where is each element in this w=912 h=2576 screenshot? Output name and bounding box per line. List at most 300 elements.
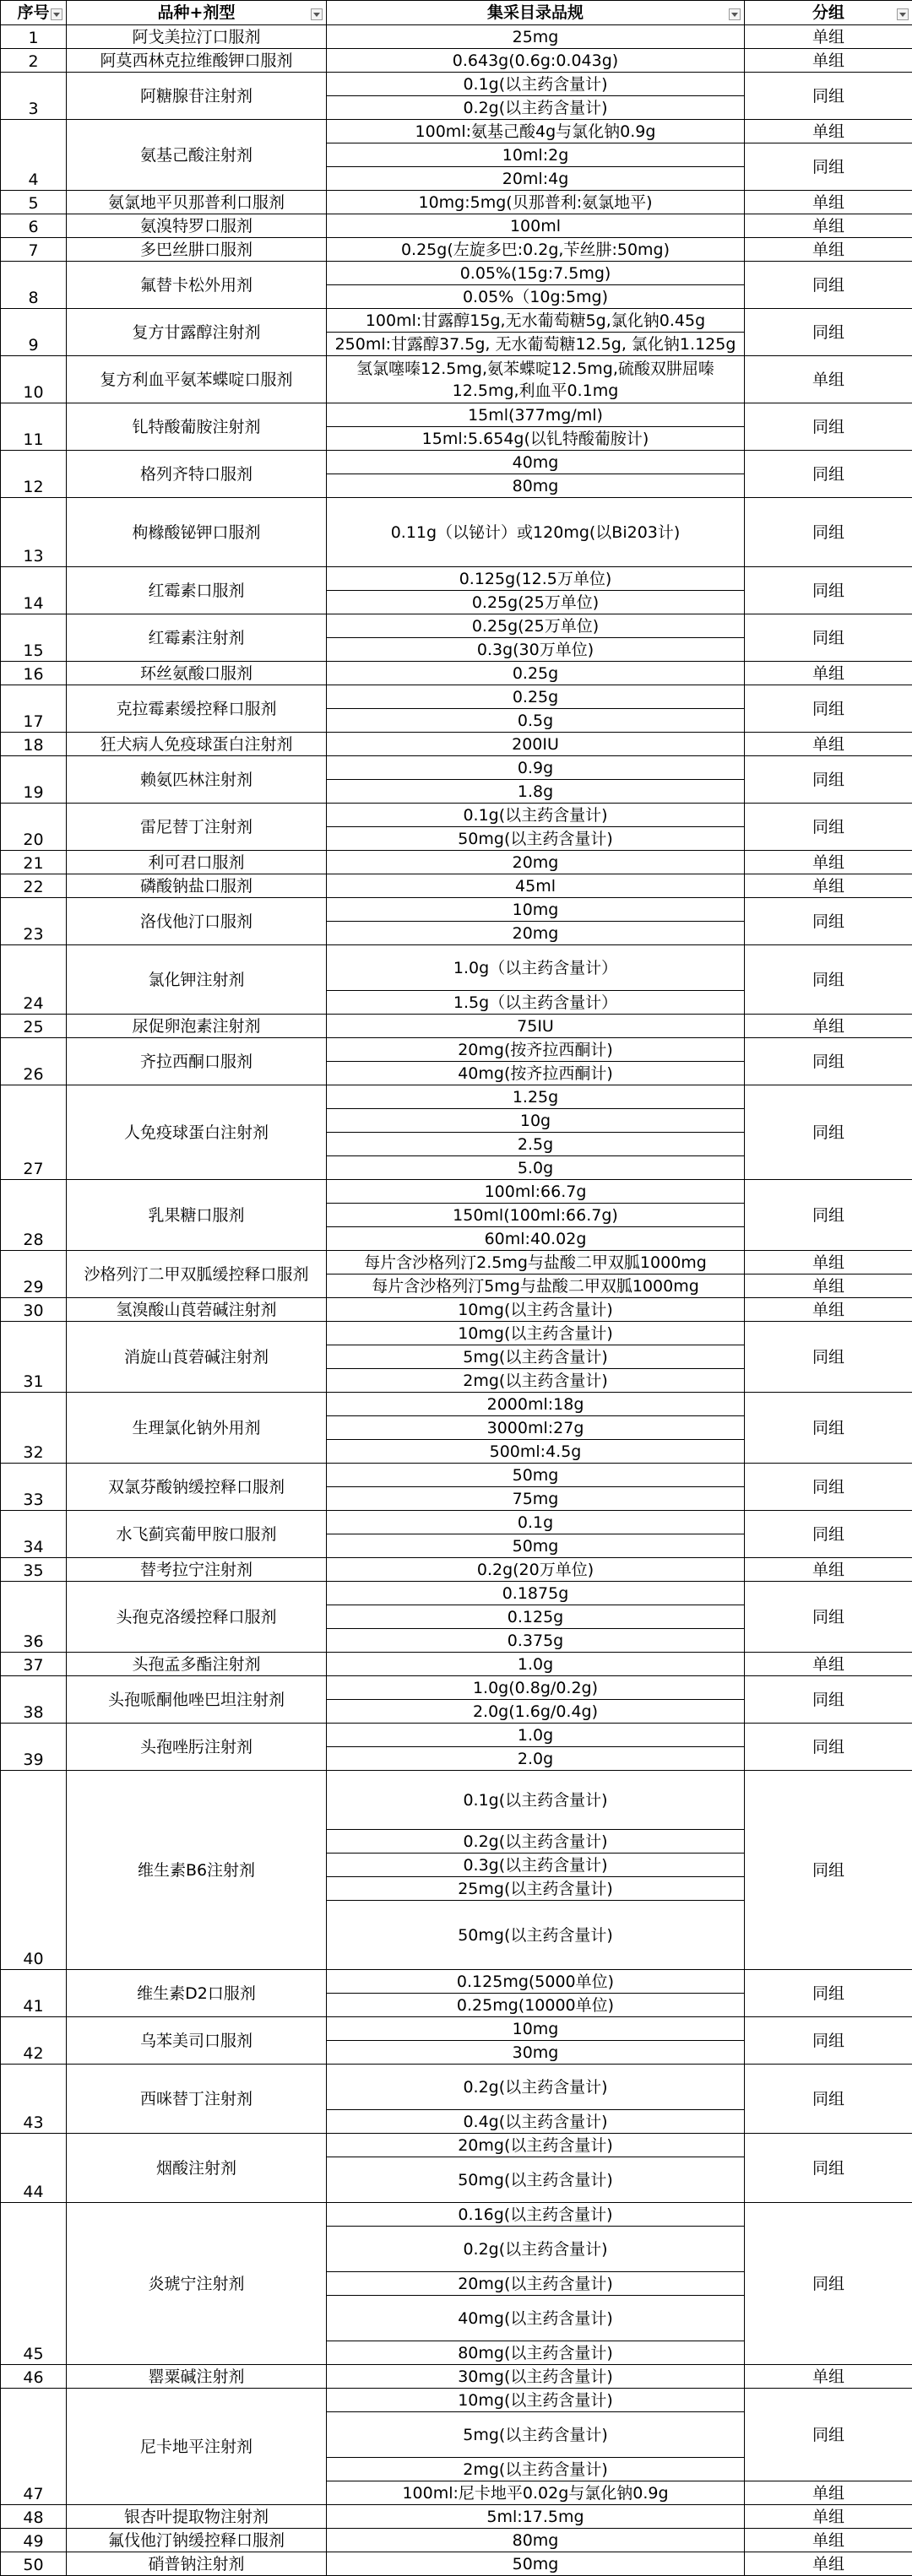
drug-name-cell[interactable]: 水飞蓟宾葡甲胺口服剂 (67, 1511, 327, 1558)
group-cell[interactable]: 单组 (745, 356, 912, 403)
row-number-cell[interactable]: 28 (1, 1180, 67, 1251)
spec-cell[interactable]: 100ml:氨基己酸4g与氯化钠0.9g (327, 120, 745, 143)
spec-cell[interactable]: 0.125mg(5000单位) (327, 1970, 745, 1994)
row-number-cell[interactable]: 39 (1, 1724, 67, 1771)
table-row (1, 191, 912, 214)
group-cell[interactable]: 单组 (745, 2505, 912, 2529)
spec-cell[interactable]: 0.16g(以主药含量计) (327, 2203, 745, 2227)
table-row (1, 309, 912, 333)
table-row (1, 1970, 912, 1994)
spec-cell[interactable]: 0.2g(以主药含量计) (327, 2065, 745, 2110)
table-row (1, 1015, 912, 1038)
spec-cell[interactable]: 1.0g (327, 1653, 745, 1676)
spec-cell[interactable]: 0.3g(以主药含量计) (327, 1854, 745, 1877)
spec-cell[interactable]: 30mg (327, 2041, 745, 2065)
group-cell[interactable]: 同组 (745, 2017, 912, 2065)
row-number-cell[interactable]: 33 (1, 1464, 67, 1511)
spec-cell[interactable]: 10mg:5mg(贝那普利:氨氯地平) (327, 191, 745, 214)
spec-cell[interactable]: 每片含沙格列汀5mg与盐酸二甲双胍1000mg (327, 1274, 745, 1298)
drug-name-cell[interactable]: 乳果糖口服剂 (67, 1180, 327, 1251)
filter-dropdown-icon[interactable] (729, 8, 741, 20)
group-cell[interactable]: 单组 (745, 2365, 912, 2389)
drug-name-cell[interactable]: 西咪替丁注射剂 (67, 2065, 327, 2134)
group-cell[interactable]: 单组 (745, 1251, 912, 1274)
group-cell[interactable]: 单组 (745, 49, 912, 73)
group-cell[interactable]: 同组 (745, 1322, 912, 1393)
table-row (1, 2065, 912, 2110)
group-cell[interactable]: 同组 (745, 756, 912, 804)
drug-name-cell[interactable]: 乌苯美司口服剂 (67, 2017, 327, 2065)
row-number-cell[interactable]: 12 (1, 451, 67, 498)
spec-cell[interactable]: 5.0g (327, 1156, 745, 1180)
table-row (1, 1038, 912, 1062)
table-row (1, 1251, 912, 1274)
row-number-cell[interactable]: 16 (1, 662, 67, 685)
table-row (1, 1180, 912, 1204)
table-row (1, 73, 912, 96)
drug-name-cell[interactable]: 炎琥宁注射剂 (67, 2203, 327, 2365)
spec-cell[interactable]: 500ml:4.5g (327, 1440, 745, 1464)
drug-name-cell[interactable]: 阿莫西林克拉维酸钾口服剂 (67, 49, 327, 73)
drug-name-cell[interactable]: 利可君口服剂 (67, 851, 327, 874)
table-row (1, 214, 912, 238)
table-row (1, 120, 912, 143)
drug-name-cell[interactable]: 复方利血平氨苯蝶啶口服剂 (67, 356, 327, 403)
drug-name-cell[interactable]: 硝普钠注射剂 (67, 2552, 327, 2576)
row-number-cell[interactable]: 4 (1, 120, 67, 191)
spec-cell[interactable]: 3000ml:27g (327, 1416, 745, 1440)
drug-name-cell[interactable]: 多巴丝肼口服剂 (67, 238, 327, 262)
row-number-cell[interactable]: 10 (1, 356, 67, 403)
spec-cell[interactable]: 30mg(以主药含量计) (327, 2365, 745, 2389)
drug-name-cell[interactable]: 齐拉西酮口服剂 (67, 1038, 327, 1085)
drug-name-cell[interactable]: 生理氯化钠外用剂 (67, 1393, 327, 1464)
table-row (1, 2389, 912, 2412)
table-row (1, 49, 912, 73)
spec-cell[interactable]: 50mg (327, 2552, 745, 2576)
group-cell[interactable]: 同组 (745, 143, 912, 191)
spec-cell[interactable]: 0.2g(以主药含量计) (327, 1830, 745, 1854)
spec-cell[interactable]: 75IU (327, 1015, 745, 1038)
spec-cell[interactable]: 0.25g (327, 685, 745, 709)
table-row (1, 2529, 912, 2552)
spec-cell[interactable]: 40mg(以主药含量计) (327, 2296, 745, 2341)
group-cell[interactable]: 同组 (745, 1038, 912, 1085)
filter-dropdown-icon[interactable] (51, 8, 62, 20)
group-cell[interactable]: 同组 (745, 2389, 912, 2481)
group-cell[interactable]: 同组 (745, 898, 912, 945)
col-header-name-label: 品种+剂型 (158, 3, 236, 22)
spec-cell[interactable]: 0.25g(25万单位) (327, 614, 745, 638)
spec-cell[interactable]: 100ml:尼卡地平0.02g与氯化钠0.9g (327, 2481, 745, 2505)
drug-name-cell[interactable]: 阿戈美拉汀口服剂 (67, 25, 327, 49)
spec-cell[interactable]: 0.05%（10g:5mg) (327, 285, 745, 309)
group-cell[interactable]: 同组 (745, 1582, 912, 1653)
spec-cell[interactable]: 100ml:66.7g (327, 1180, 745, 1204)
spec-cell[interactable]: 1.5g（以主药含量计） (327, 991, 745, 1015)
spec-cell[interactable]: 60ml:40.02g (327, 1227, 745, 1251)
drug-name-cell[interactable]: 氨基己酸注射剂 (67, 120, 327, 191)
group-cell[interactable]: 同组 (745, 2134, 912, 2203)
spec-cell[interactable]: 2mg(以主药含量计) (327, 1369, 745, 1393)
table-row (1, 25, 912, 49)
drug-name-cell[interactable]: 氨氯地平贝那普利口服剂 (67, 191, 327, 214)
table-row (1, 851, 912, 874)
row-number-cell[interactable]: 35 (1, 1558, 67, 1582)
table-row (1, 1085, 912, 1109)
spec-cell[interactable]: 0.1g(以主药含量计) (327, 73, 745, 96)
row-number-cell[interactable]: 32 (1, 1393, 67, 1464)
table-row (1, 1393, 912, 1416)
row-number-cell[interactable]: 29 (1, 1251, 67, 1298)
table-row (1, 1724, 912, 1747)
group-cell[interactable]: 单组 (745, 238, 912, 262)
row-number-cell[interactable]: 7 (1, 238, 67, 262)
group-cell[interactable]: 单组 (745, 214, 912, 238)
row-number-cell[interactable]: 45 (1, 2203, 67, 2365)
spec-cell[interactable]: 0.25g(左旋多巴:0.2g,苄丝肼:50mg) (327, 238, 745, 262)
spec-cell[interactable]: 0.25mg(10000单位) (327, 1994, 745, 2017)
spec-cell[interactable]: 20mg(以主药含量计) (327, 2134, 745, 2157)
group-cell[interactable]: 同组 (745, 1180, 912, 1251)
spec-cell[interactable]: 5mg(以主药含量计) (327, 1345, 745, 1369)
group-cell[interactable]: 同组 (745, 1464, 912, 1511)
spec-cell[interactable]: 15ml(377mg/ml) (327, 403, 745, 427)
drug-name-cell[interactable]: 消旋山莨菪碱注射剂 (67, 1322, 327, 1393)
row-number-cell[interactable]: 5 (1, 191, 67, 214)
row-number-cell[interactable]: 40 (1, 1771, 67, 1970)
spec-cell[interactable]: 10g (327, 1109, 745, 1133)
spec-cell[interactable]: 0.2g(以主药含量计) (327, 96, 745, 120)
group-cell[interactable]: 单组 (745, 2552, 912, 2576)
spec-cell[interactable]: 2.5g (327, 1133, 745, 1156)
spec-cell[interactable]: 0.5g (327, 709, 745, 733)
drug-name-cell[interactable]: 罂粟碱注射剂 (67, 2365, 327, 2389)
spec-cell[interactable]: 10mg (327, 2017, 745, 2041)
spec-cell[interactable]: 20mg(按齐拉西酮计) (327, 1038, 745, 1062)
spec-cell[interactable]: 0.375g (327, 1629, 745, 1653)
spec-cell[interactable]: 75mg (327, 1487, 745, 1511)
col-header-spec[interactable] (327, 1, 745, 25)
spec-cell[interactable]: 0.9g (327, 756, 745, 780)
col-header-group[interactable] (745, 1, 912, 25)
row-number-cell[interactable]: 21 (1, 851, 67, 874)
spec-cell[interactable]: 1.0g (327, 1724, 745, 1747)
group-cell[interactable]: 同组 (745, 309, 912, 356)
table-row (1, 685, 912, 709)
row-number-cell[interactable]: 49 (1, 2529, 67, 2552)
row-number-cell[interactable]: 14 (1, 567, 67, 614)
row-number-cell[interactable]: 42 (1, 2017, 67, 2065)
filter-dropdown-icon[interactable] (311, 8, 323, 20)
group-cell[interactable]: 同组 (745, 685, 912, 733)
group-cell[interactable]: 单组 (745, 1298, 912, 1322)
row-number-cell[interactable]: 30 (1, 1298, 67, 1322)
spec-cell[interactable]: 45ml (327, 874, 745, 898)
row-number-cell[interactable]: 41 (1, 1970, 67, 2017)
drug-name-cell[interactable]: 沙格列汀二甲双胍缓控释口服剂 (67, 1251, 327, 1298)
spec-cell[interactable]: 10mg(以主药含量计) (327, 2389, 745, 2412)
spec-cell[interactable]: 20mg(以主药含量计) (327, 2272, 745, 2296)
table-row (1, 945, 912, 991)
row-number-cell[interactable]: 1 (1, 25, 67, 49)
group-cell[interactable]: 同组 (745, 403, 912, 451)
table-row (1, 2203, 912, 2227)
table-row (1, 1771, 912, 1830)
spec-cell[interactable]: 20ml:4g (327, 167, 745, 191)
spec-cell[interactable]: 每片含沙格列汀2.5mg与盐酸二甲双胍1000mg (327, 1251, 745, 1274)
row-number-cell[interactable]: 3 (1, 73, 67, 120)
spec-cell[interactable]: 0.2g(以主药含量计) (327, 2227, 745, 2272)
row-number-cell[interactable]: 19 (1, 756, 67, 804)
group-cell[interactable]: 同组 (745, 1511, 912, 1558)
spec-cell[interactable]: 0.1875g (327, 1582, 745, 1605)
spec-cell[interactable]: 100ml (327, 214, 745, 238)
row-number-cell[interactable]: 31 (1, 1322, 67, 1393)
row-number-cell[interactable]: 11 (1, 403, 67, 451)
spec-cell[interactable]: 0.3g(30万单位) (327, 638, 745, 662)
spec-cell[interactable]: 1.8g (327, 780, 745, 804)
drug-name-cell[interactable]: 雷尼替丁注射剂 (67, 804, 327, 851)
drug-name-cell[interactable]: 环丝氨酸口服剂 (67, 662, 327, 685)
drug-name-cell[interactable]: 钆特酸葡胺注射剂 (67, 403, 327, 451)
row-number-cell[interactable]: 44 (1, 2134, 67, 2203)
row-number-cell[interactable]: 46 (1, 2365, 67, 2389)
col-header-name[interactable] (67, 1, 327, 25)
table-row (1, 2365, 912, 2389)
row-number-cell[interactable]: 48 (1, 2505, 67, 2529)
row-number-cell[interactable]: 17 (1, 685, 67, 733)
row-number-cell[interactable]: 36 (1, 1582, 67, 1653)
group-cell[interactable]: 同组 (745, 614, 912, 662)
table-row (1, 662, 912, 685)
spec-cell[interactable]: 0.1g (327, 1511, 745, 1534)
drug-name-cell[interactable]: 头孢孟多酯注射剂 (67, 1653, 327, 1676)
group-cell[interactable]: 同组 (745, 2203, 912, 2365)
spec-cell[interactable]: 40mg(按齐拉西酮计) (327, 1062, 745, 1085)
drug-name-cell[interactable]: 氢溴酸山莨菪碱注射剂 (67, 1298, 327, 1322)
col-header-no-label: 序号 (17, 3, 49, 22)
row-number-cell[interactable]: 34 (1, 1511, 67, 1558)
col-header-group-label: 分组 (812, 3, 844, 22)
row-number-cell[interactable]: 43 (1, 2065, 67, 2134)
spec-cell[interactable]: 0.643g(0.6g:0.043g) (327, 49, 745, 73)
table-row (1, 567, 912, 591)
drug-name-cell[interactable]: 替考拉宁注射剂 (67, 1558, 327, 1582)
spec-cell[interactable]: 10mg(以主药含量计) (327, 1322, 745, 1345)
spec-cell[interactable]: 10mg(以主药含量计) (327, 1298, 745, 1322)
drug-name-cell[interactable]: 头孢哌酮他唑巴坦注射剂 (67, 1676, 327, 1724)
spec-cell[interactable]: 氢氯噻嗪12.5mg,氨苯蝶啶12.5mg,硫酸双肼屈嗪12.5mg,利血平0.1mg (327, 356, 745, 403)
row-number-cell[interactable]: 20 (1, 804, 67, 851)
table-row (1, 2017, 912, 2041)
spec-cell[interactable]: 1.0g(0.8g/0.2g) (327, 1676, 745, 1700)
drug-name-cell[interactable]: 狂犬病人免疫球蛋白注射剂 (67, 733, 327, 756)
spec-cell[interactable]: 50mg(以主药含量计) (327, 2157, 745, 2203)
spec-cell[interactable]: 50mg (327, 1534, 745, 1558)
row-number-cell[interactable]: 50 (1, 2552, 67, 2576)
group-cell[interactable]: 同组 (745, 1724, 912, 1771)
row-number-cell[interactable]: 25 (1, 1015, 67, 1038)
spec-cell[interactable]: 0.125g (327, 1605, 745, 1629)
table-row (1, 1676, 912, 1700)
drug-name-cell[interactable]: 氨溴特罗口服剂 (67, 214, 327, 238)
row-number-cell[interactable]: 6 (1, 214, 67, 238)
drug-name-cell[interactable]: 克拉霉素缓控释口服剂 (67, 685, 327, 733)
row-number-cell[interactable]: 13 (1, 498, 67, 567)
spec-cell[interactable]: 40mg (327, 451, 745, 474)
spec-cell[interactable]: 0.25g (327, 662, 745, 685)
spec-cell[interactable]: 80mg(以主药含量计) (327, 2341, 745, 2365)
group-cell[interactable]: 同组 (745, 1676, 912, 1724)
drug-name-cell[interactable]: 双氯芬酸钠缓控释口服剂 (67, 1464, 327, 1511)
row-number-cell[interactable]: 2 (1, 49, 67, 73)
spec-cell[interactable]: 10ml:2g (327, 143, 745, 167)
drug-name-cell[interactable]: 枸橼酸铋钾口服剂 (67, 498, 327, 567)
group-cell[interactable]: 单组 (745, 1653, 912, 1676)
group-cell[interactable]: 同组 (745, 945, 912, 1015)
group-cell[interactable]: 单组 (745, 25, 912, 49)
spec-cell[interactable]: 0.4g(以主药含量计) (327, 2110, 745, 2134)
row-number-cell[interactable]: 37 (1, 1653, 67, 1676)
spec-cell[interactable]: 50mg(以主药含量计) (327, 827, 745, 851)
spec-cell[interactable]: 1.0g（以主药含量计） (327, 945, 745, 991)
spec-cell[interactable]: 25mg (327, 25, 745, 49)
group-cell[interactable]: 单组 (745, 874, 912, 898)
drug-name-cell[interactable]: 尼卡地平注射剂 (67, 2389, 327, 2505)
drug-name-cell[interactable]: 维生素B6注射剂 (67, 1771, 327, 1970)
spec-cell[interactable]: 80mg (327, 2529, 745, 2552)
group-cell[interactable]: 同组 (745, 451, 912, 498)
spec-cell[interactable]: 200IU (327, 733, 745, 756)
row-number-cell[interactable]: 9 (1, 309, 67, 356)
row-number-cell[interactable]: 26 (1, 1038, 67, 1085)
group-cell[interactable]: 同组 (745, 567, 912, 614)
spec-cell[interactable]: 2mg(以主药含量计) (327, 2458, 745, 2481)
group-cell[interactable]: 同组 (745, 2065, 912, 2134)
group-cell[interactable]: 同组 (745, 1085, 912, 1180)
group-cell[interactable]: 单组 (745, 2481, 912, 2505)
drug-name-cell[interactable]: 氟伐他汀钠缓控释口服剂 (67, 2529, 327, 2552)
group-cell[interactable]: 单组 (745, 191, 912, 214)
row-number-cell[interactable]: 23 (1, 898, 67, 945)
group-cell[interactable]: 单组 (745, 1015, 912, 1038)
col-header-no[interactable] (1, 1, 67, 25)
row-number-cell[interactable]: 15 (1, 614, 67, 662)
drug-name-cell[interactable]: 人免疫球蛋白注射剂 (67, 1085, 327, 1180)
spec-cell[interactable]: 1.25g (327, 1085, 745, 1109)
group-cell[interactable]: 同组 (745, 73, 912, 120)
spec-cell[interactable]: 50mg (327, 1464, 745, 1487)
group-cell[interactable]: 单组 (745, 2529, 912, 2552)
spec-cell[interactable]: 0.1g(以主药含量计) (327, 804, 745, 827)
spec-cell[interactable]: 2.0g(1.6g/0.4g) (327, 1700, 745, 1724)
row-number-cell[interactable]: 8 (1, 262, 67, 309)
spec-cell[interactable]: 0.11g（以铋计）或120mg(以Bi203计) (327, 498, 745, 567)
table-row (1, 2134, 912, 2157)
group-cell[interactable]: 同组 (745, 1393, 912, 1464)
spec-cell[interactable]: 15ml:5.654g(以钆特酸葡胺计) (327, 427, 745, 451)
table-row (1, 2552, 912, 2576)
drug-name-cell[interactable]: 烟酸注射剂 (67, 2134, 327, 2203)
group-cell[interactable]: 单组 (745, 733, 912, 756)
col-header-spec-label: 集采目录品规 (487, 3, 584, 22)
drug-name-cell[interactable]: 红霉素口服剂 (67, 567, 327, 614)
spec-cell[interactable]: 20mg (327, 851, 745, 874)
table-row (1, 1558, 912, 1582)
row-number-cell[interactable]: 27 (1, 1085, 67, 1180)
row-number-cell[interactable]: 22 (1, 874, 67, 898)
drug-name-cell[interactable]: 阿糖腺苷注射剂 (67, 73, 327, 120)
drug-name-cell[interactable]: 维生素D2口服剂 (67, 1970, 327, 2017)
group-cell[interactable]: 同组 (745, 804, 912, 851)
drug-name-cell[interactable]: 红霉素注射剂 (67, 614, 327, 662)
group-cell[interactable]: 单组 (745, 1274, 912, 1298)
drug-name-cell[interactable]: 氯化钾注射剂 (67, 945, 327, 1015)
drug-name-cell[interactable]: 格列齐特口服剂 (67, 451, 327, 498)
drug-name-cell[interactable]: 洛伐他汀口服剂 (67, 898, 327, 945)
table-row (1, 403, 912, 427)
row-number-cell[interactable]: 24 (1, 945, 67, 1015)
table-row (1, 756, 912, 780)
spec-cell[interactable]: 0.125g(12.5万单位) (327, 567, 745, 591)
spec-cell[interactable]: 5mg(以主药含量计) (327, 2412, 745, 2458)
row-number-cell[interactable]: 38 (1, 1676, 67, 1724)
spec-cell[interactable]: 0.1g(以主药含量计) (327, 1771, 745, 1830)
row-number-cell[interactable]: 47 (1, 2389, 67, 2505)
table-row (1, 898, 912, 922)
spec-cell[interactable]: 5ml:17.5mg (327, 2505, 745, 2529)
group-cell[interactable]: 单组 (745, 851, 912, 874)
spec-cell[interactable]: 50mg(以主药含量计) (327, 1901, 745, 1970)
drug-name-cell[interactable]: 氟替卡松外用剂 (67, 262, 327, 309)
table-row (1, 2505, 912, 2529)
table-row (1, 498, 912, 567)
drug-name-cell[interactable]: 磷酸钠盐口服剂 (67, 874, 327, 898)
spec-cell[interactable]: 25mg(以主药含量计) (327, 1877, 745, 1901)
group-cell[interactable]: 单组 (745, 662, 912, 685)
drug-name-cell[interactable]: 银杏叶提取物注射剂 (67, 2505, 327, 2529)
group-cell[interactable]: 同组 (745, 1970, 912, 2017)
spec-cell[interactable]: 150ml(100ml:66.7g) (327, 1204, 745, 1227)
table-row (1, 874, 912, 898)
spec-cell[interactable]: 10mg (327, 898, 745, 922)
drug-name-cell[interactable]: 复方甘露醇注射剂 (67, 309, 327, 356)
spec-cell[interactable]: 20mg (327, 922, 745, 945)
spec-cell[interactable]: 2.0g (327, 1747, 745, 1771)
drug-name-cell[interactable]: 尿促卵泡素注射剂 (67, 1015, 327, 1038)
group-cell[interactable]: 单组 (745, 1558, 912, 1582)
spec-cell[interactable]: 0.05%(15g:7.5mg) (327, 262, 745, 285)
spec-cell[interactable]: 100ml:甘露醇15g,无水葡萄糖5g,氯化钠0.45g (327, 309, 745, 333)
spec-cell[interactable]: 80mg (327, 474, 745, 498)
table-row (1, 1653, 912, 1676)
spec-cell[interactable]: 0.2g(20万单位) (327, 1558, 745, 1582)
drug-name-cell[interactable]: 赖氨匹林注射剂 (67, 756, 327, 804)
drug-name-cell[interactable]: 头孢唑肟注射剂 (67, 1724, 327, 1771)
group-cell[interactable]: 同组 (745, 262, 912, 309)
group-cell[interactable]: 同组 (745, 498, 912, 567)
spec-cell[interactable]: 250ml:甘露醇37.5g, 无水葡萄糖12.5g, 氯化钠1.125g (327, 333, 745, 356)
group-cell[interactable]: 单组 (745, 120, 912, 143)
group-cell[interactable]: 同组 (745, 1771, 912, 1970)
row-number-cell[interactable]: 18 (1, 733, 67, 756)
spec-cell[interactable]: 2000ml:18g (327, 1393, 745, 1416)
filter-dropdown-icon[interactable] (897, 8, 909, 20)
drug-name-cell[interactable]: 头孢克洛缓控释口服剂 (67, 1582, 327, 1653)
spec-cell[interactable]: 0.25g(25万单位) (327, 591, 745, 614)
table-row (1, 1464, 912, 1487)
